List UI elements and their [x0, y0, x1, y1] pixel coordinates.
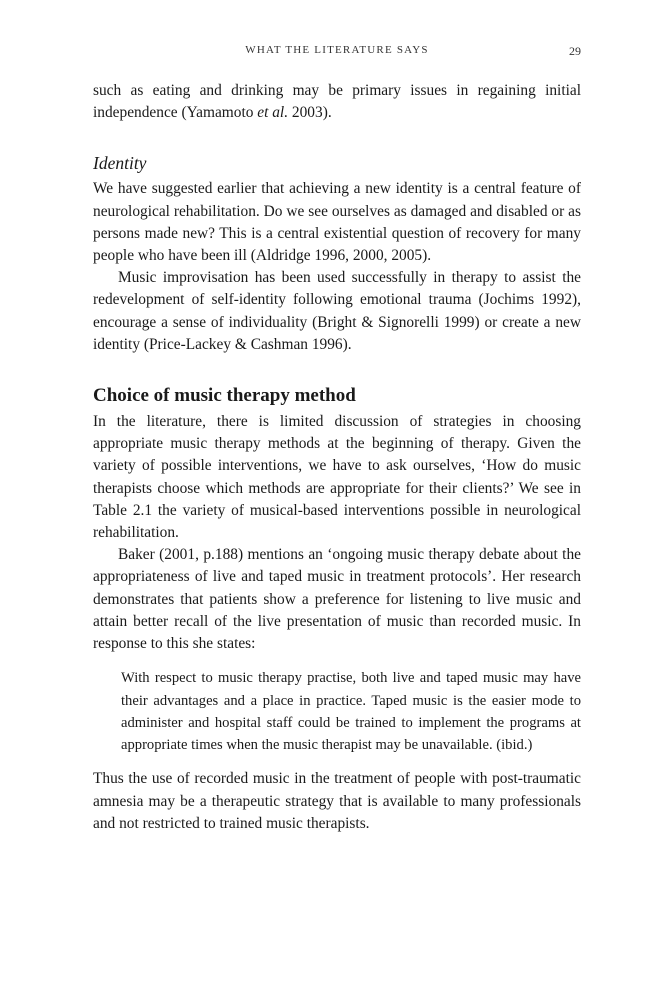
- continued-paragraph-text: such as eating and drinking may be primary issues in regaining initial independence (Yamamoto: [93, 82, 581, 122]
- page-body: [93, 80, 581, 835]
- section-heading-choice-of-method: Choice of music therapy method: [93, 385, 356, 407]
- identity-heading: Identity: [93, 153, 147, 174]
- continued-paragraph: [93, 80, 581, 124]
- choice-paragraph-1: In the literature, there is limited discussion of strategies in choosing appropriate music therapy methods at the beginning of therapy. Given the variety of possible interventions, we have to ask ourselves, ‘How do music therapists choose which methods are appropriate for their clients?’ We see in Table 2.1 the variety of musical-based interventions possible in neurological rehabilitation.: [93, 413, 581, 542]
- block-quote: With respect to music therapy practise, both live and taped music may have their advantages and a place in practice. Taped music is the easier mode to administer and hospital staff could be trained to implement the programs at appropriate times when the music therapist may be unavailable. (ibid.): [121, 670, 581, 754]
- choice-paragraph-3: Thus the use of recorded music in the treatment of people with post-traumatic amnesia may be a therapeutic strategy that is available to many professionals and not restricted to trained music therapists.: [93, 770, 581, 832]
- et-al-italic: et al.: [257, 104, 289, 122]
- page-number: 29: [569, 44, 581, 58]
- identity-paragraph-1: We have suggested earlier that achieving a new identity is a central feature of neurological rehabilitation. Do we see ourselves as damaged and disabled or as persons made new? This is a central existential question of recovery for many people who have been ill (Aldridge 1996, 2000, 2005).: [93, 180, 581, 265]
- choice-paragraph-2: Baker (2001, p.188) mentions an ‘ongoing music therapy debate about the appropriateness of live and taped music in treatment protocols’. Her research demonstrates that patients show a preference for listening to live music and attain better recall of the live presentation of music than recorded music. In response to this she states:: [93, 546, 581, 653]
- identity-paragraph-2: Music improvisation has been used successfully in therapy to assist the redevelopment of self-identity following emotional trauma (Jochims 1992), encourage a sense of individuality (Bright & Signorelli 1999) or create a new identity (Price-Lackey & Cashman 1996).: [93, 269, 581, 353]
- running-title: WHAT THE LITERATURE SAYS: [245, 44, 429, 56]
- continued-paragraph-end: 2003).: [288, 104, 332, 122]
